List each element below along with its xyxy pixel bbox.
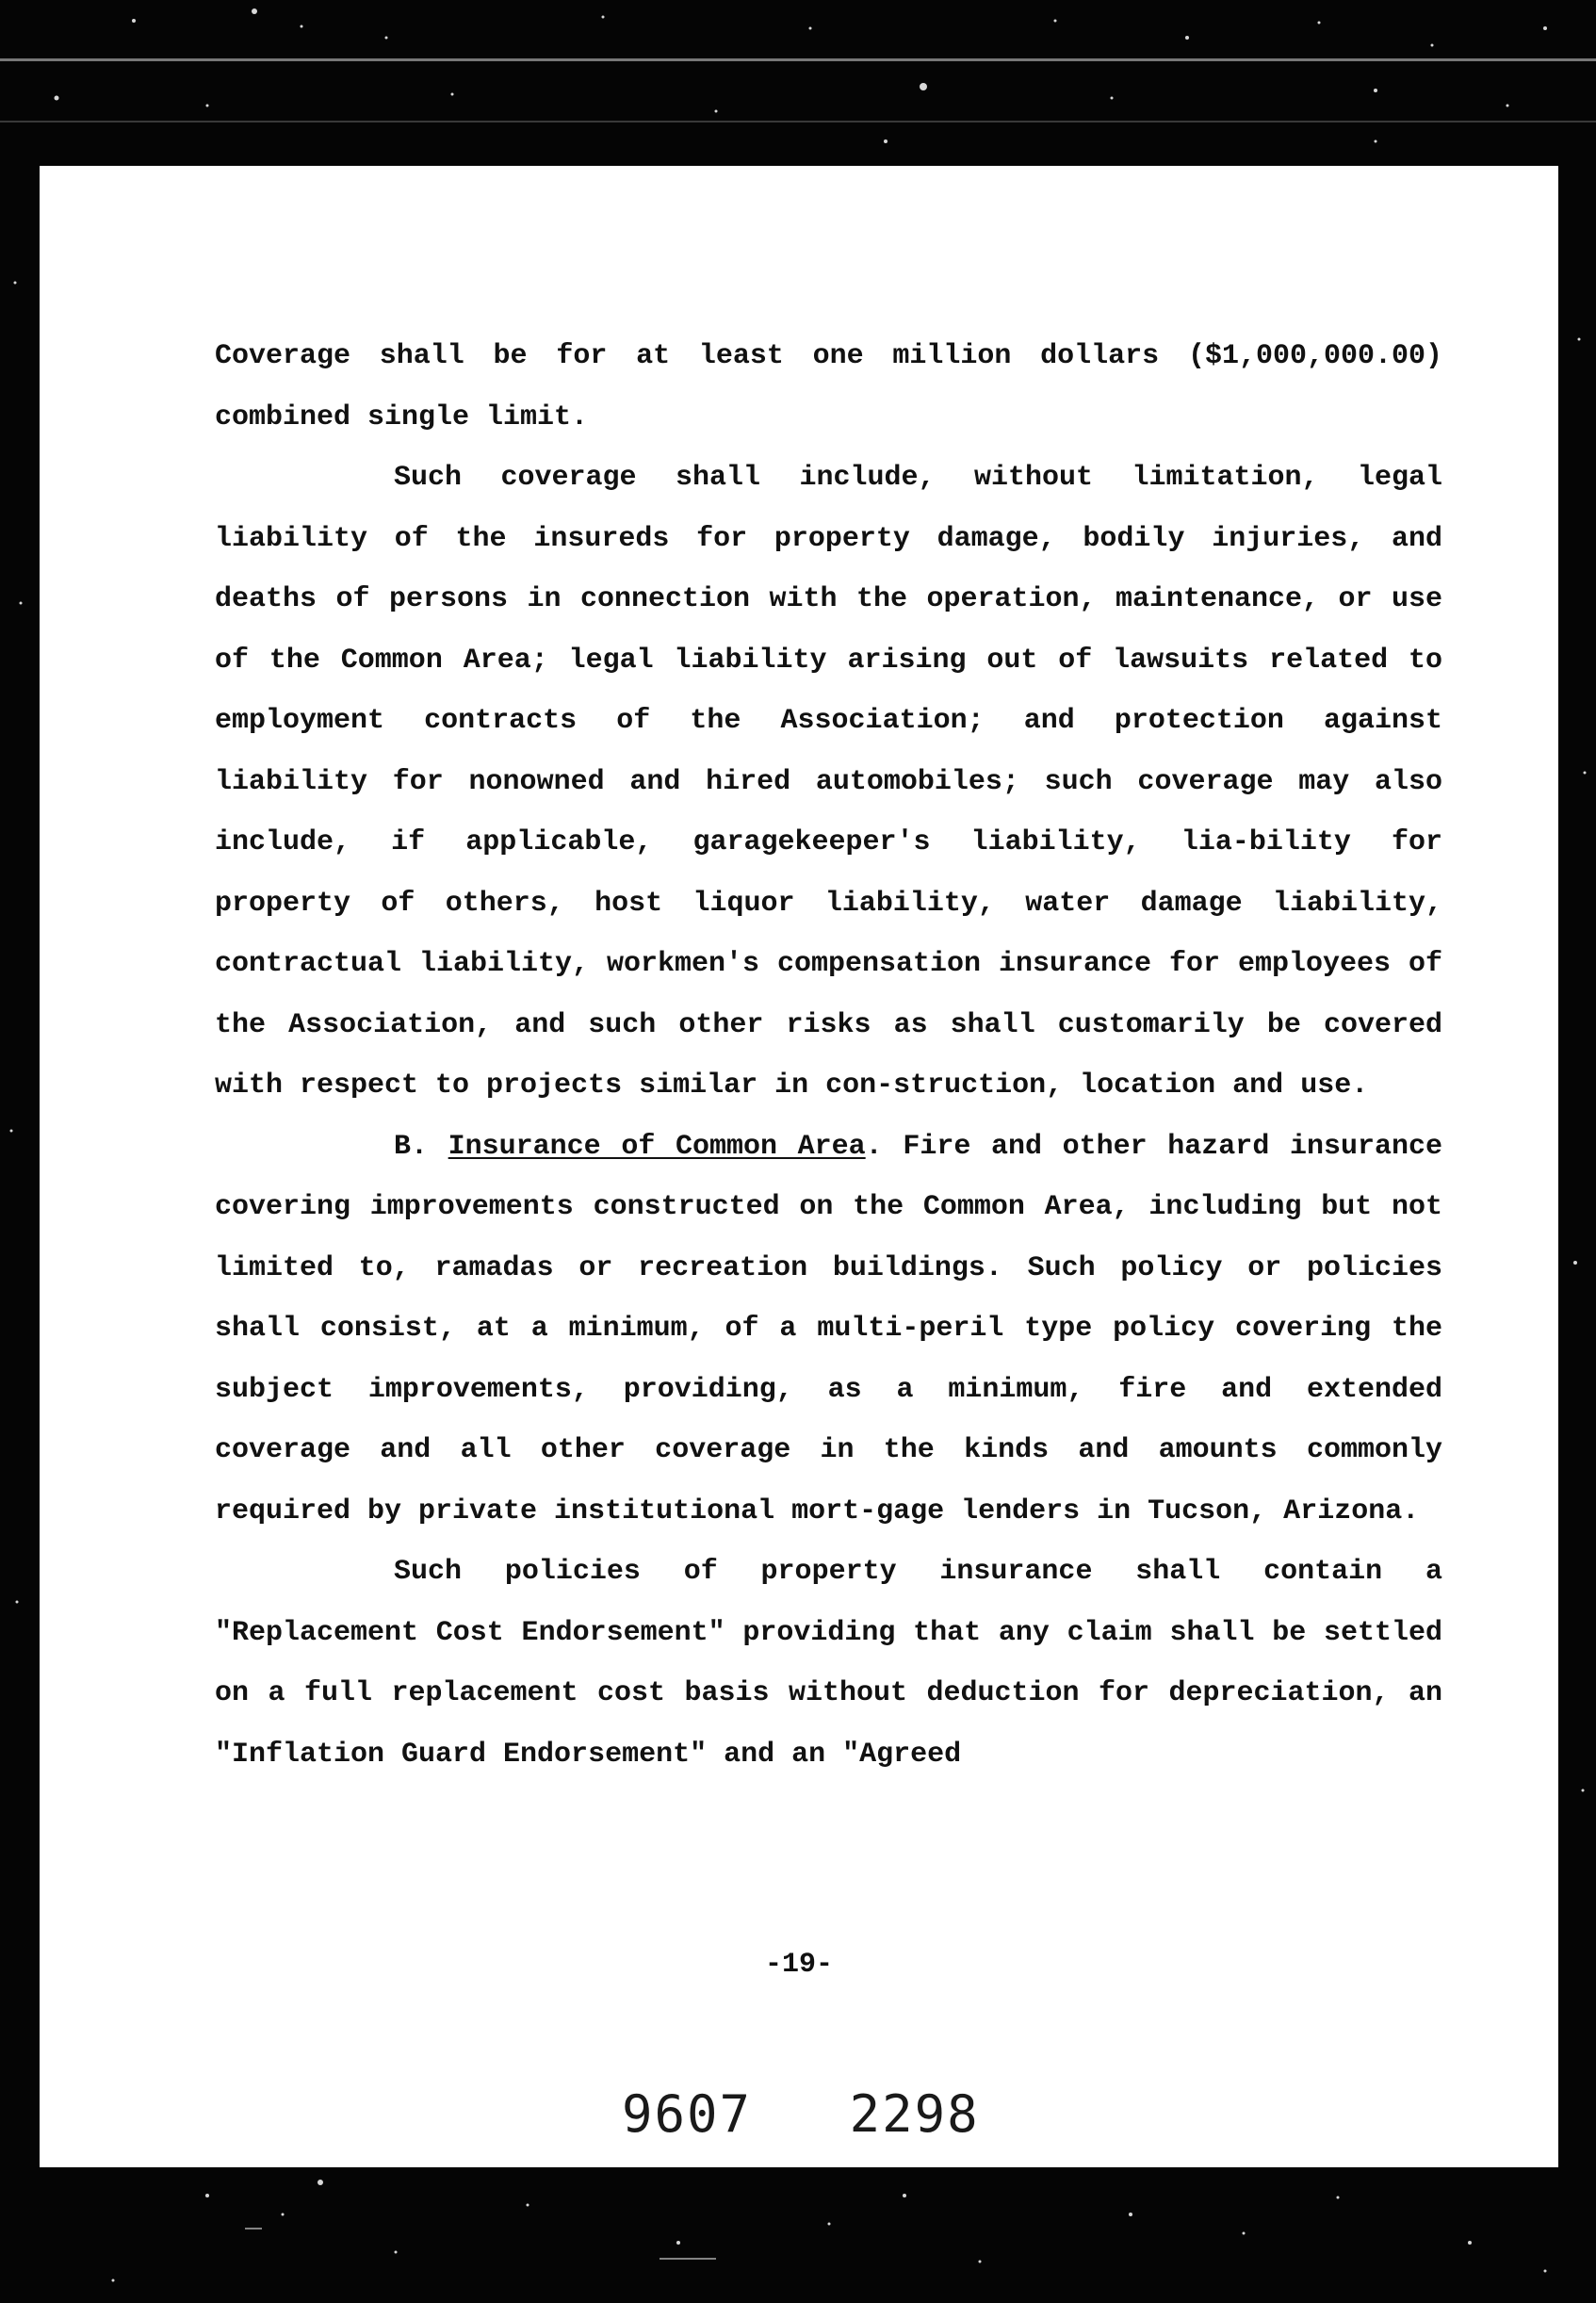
paragraph [215, 1542, 1442, 1785]
paragraph-text: Such policies of property insurance shall contain a "Replacement Cost Endorsement" providing that any claim shall be settled on a full replacement cost basis without deduction for depreciation, an "Inflation Guard Endorsement" and an "Agreed [215, 1556, 1442, 1771]
paragraph-text: Such coverage shall include, without limitation, legal liability of the insureds for property damage, bodily injuries, and deaths of persons in connection with the operation, maintenance, or use of the Common Area; legal liability arising out of lawsuits related to employment contracts of the Association; and protection against liability for nonowned and hired automobiles; such coverage may also include, if applicable, garagekeeper's liability, lia-bility for property of others, host liquor liability, water damage liability, contractual liability, workmen's compensation insurance for employees of the Association, and such other risks as shall customarily be covered with respect to projects similar in con-struction, location and use. [215, 462, 1442, 1102]
document-page [40, 166, 1558, 2167]
paragraph [215, 448, 1442, 1117]
paragraph-text: . Fire and other hazard insurance covering improvements constructed on the Common Area, including but not limited to, ramadas or recreation buildings. Such policy or policies shall consist, at a minimum, of a multi-peril type policy covering the subject improvements, providing, as a minimum, fire and extended coverage and all other coverage in the kinds and amounts commonly required by private institutional mort-gage lenders in Tucson, Arizona. [215, 1130, 1442, 1527]
paragraph [215, 1117, 1442, 1543]
document-body-text [215, 326, 1442, 1785]
paragraph [215, 326, 1442, 448]
paragraph-text: B. [394, 1130, 448, 1163]
paragraph-text: Coverage shall be for at least one million dollars ($1,000,000.00) combined single limit. [215, 340, 1442, 433]
section-heading: Insurance of Common Area [448, 1130, 866, 1163]
page-number: -19- [764, 1949, 833, 1981]
recording-stamp-number: 9607 2298 [622, 2084, 980, 2144]
